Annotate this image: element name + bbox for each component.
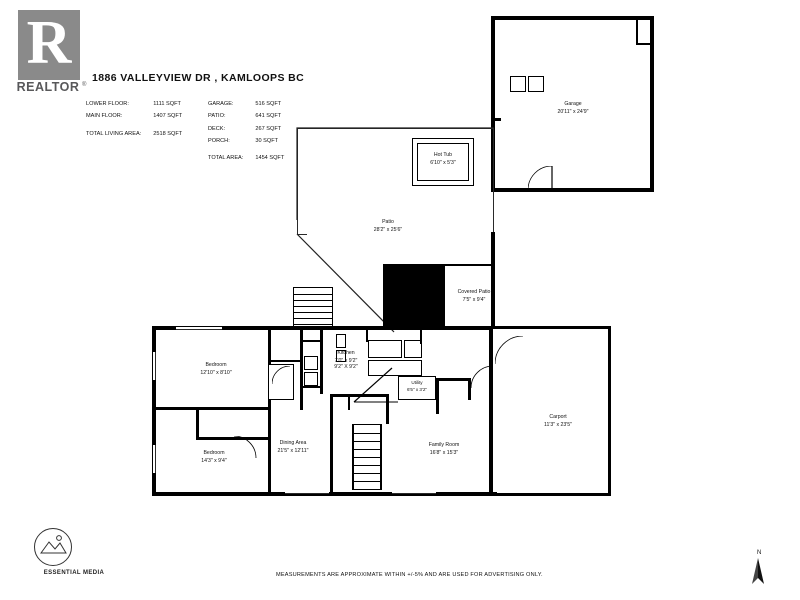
partition bbox=[302, 340, 320, 342]
stair-diagonal bbox=[352, 366, 412, 406]
room-label-covered-patio: Covered Patio 7'5" x 9'4" bbox=[457, 289, 491, 303]
realtor-logo-letter: R bbox=[26, 9, 72, 77]
partition bbox=[436, 378, 470, 381]
stat-row bbox=[208, 124, 284, 134]
north-arrow-icon bbox=[748, 558, 772, 588]
mountain-icon bbox=[34, 528, 72, 566]
stat-key: LOWER FLOOR: bbox=[86, 101, 129, 107]
room-label-garage: Garage 20'11" x 24'9" bbox=[557, 101, 589, 115]
partition bbox=[196, 407, 199, 439]
room-label-carport: Carport 11'3" x 23'5" bbox=[543, 414, 573, 428]
partition bbox=[352, 424, 354, 490]
garage-door-icon bbox=[528, 166, 554, 192]
bath-fixture bbox=[304, 372, 318, 386]
partition bbox=[348, 396, 350, 410]
partition bbox=[380, 424, 382, 490]
partition bbox=[468, 378, 471, 400]
stat-row bbox=[208, 99, 284, 109]
stat-row bbox=[86, 111, 182, 121]
window-line bbox=[392, 493, 436, 494]
north-label: N bbox=[757, 550, 762, 556]
stat-row bbox=[208, 136, 284, 146]
realtor-logo-wordmark: REALTOR bbox=[16, 80, 80, 94]
essential-media-label: ESSENTIAL MEDIA bbox=[43, 570, 105, 576]
room-label-bedroom-2: Bedroom 14'3" x 9'4" bbox=[201, 450, 227, 464]
partition bbox=[302, 386, 320, 388]
area-stats-other bbox=[206, 97, 286, 166]
exterior-stairs bbox=[293, 287, 333, 327]
stat-key: PATIO: bbox=[208, 113, 226, 120]
stat-key: TOTAL AREA: bbox=[208, 155, 244, 162]
room-label-kitchen-secondary: 9'2" X 9'2" bbox=[334, 364, 358, 370]
door-icon bbox=[272, 366, 292, 386]
entry-door-icon bbox=[495, 336, 525, 366]
window-line bbox=[285, 493, 329, 494]
partition bbox=[436, 378, 439, 414]
window-line bbox=[155, 352, 156, 380]
stat-value: 641 SQFT bbox=[255, 113, 282, 120]
covered-patio-right-wall bbox=[491, 232, 495, 326]
room-label-hot-tub: Hot Tub 6'10" x 5'3" bbox=[430, 152, 456, 166]
essential-media-logo bbox=[26, 528, 136, 582]
stat-key: GARAGE: bbox=[208, 101, 234, 107]
realtor-logo bbox=[6, 10, 90, 106]
stat-row bbox=[208, 111, 284, 121]
stat-key: PORCH: bbox=[208, 138, 230, 145]
partition bbox=[420, 330, 422, 344]
realtor-trademark-icon: ® bbox=[82, 82, 87, 88]
realtor-logo-block bbox=[18, 10, 80, 80]
room-label-utility: Utility 6'5" x 3'2" bbox=[406, 380, 428, 392]
covered-patio-top-wall bbox=[383, 264, 493, 266]
bath-fixture bbox=[304, 356, 318, 370]
disclaimer-text: MEASUREMENTS ARE APPROXIMATE WITHIN +/-5% AND ARE USED FOR ADVERTISING ONLY. bbox=[276, 572, 543, 578]
kitchen-island bbox=[368, 340, 402, 358]
stat-row-total bbox=[208, 148, 284, 163]
stat-value: 267 SQFT bbox=[255, 125, 282, 132]
stat-key: TOTAL LIVING AREA: bbox=[86, 130, 142, 137]
window-line bbox=[155, 445, 156, 473]
kitchen-fixture bbox=[336, 334, 346, 348]
partition bbox=[300, 330, 303, 410]
partition bbox=[156, 407, 270, 410]
partition bbox=[268, 360, 302, 362]
page-title: 1886 VALLEYVIEW DR , KAMLOOPS BC bbox=[92, 72, 305, 84]
stat-value: 1407 SQFT bbox=[153, 113, 183, 120]
room-label-patio: Patio 28'2" x 25'6" bbox=[373, 219, 403, 233]
stat-row bbox=[86, 99, 182, 109]
room-label-kitchen: Kitchen 7'0" x 9'2" bbox=[334, 350, 358, 364]
stat-key: DECK: bbox=[208, 125, 226, 132]
room-label-bedroom-1: Bedroom 12'10" x 8'10" bbox=[200, 362, 232, 376]
stat-value: 2518 SQFT bbox=[153, 130, 183, 137]
garage-fixture bbox=[510, 76, 526, 92]
stat-row-total bbox=[86, 124, 182, 139]
interior-stairs bbox=[352, 424, 382, 490]
stat-value: 1454 SQFT bbox=[255, 155, 285, 162]
garage-fixture bbox=[528, 76, 544, 92]
stat-value: 516 SQFT bbox=[255, 101, 282, 107]
area-stats-living bbox=[84, 97, 184, 141]
stat-key: MAIN FLOOR: bbox=[86, 113, 123, 120]
partition bbox=[366, 330, 368, 342]
window-line bbox=[176, 329, 222, 330]
north-arrow bbox=[744, 552, 778, 586]
stat-value: 1111 SQFT bbox=[153, 101, 181, 107]
room-label-family-room: Family Room 16'8" x 15'3" bbox=[428, 442, 460, 456]
stat-value: 30 SQFT bbox=[255, 138, 279, 145]
room-label-dining-area: Dining Area 21'5" x 12'11" bbox=[277, 440, 309, 454]
carport-door-icon bbox=[471, 366, 497, 396]
